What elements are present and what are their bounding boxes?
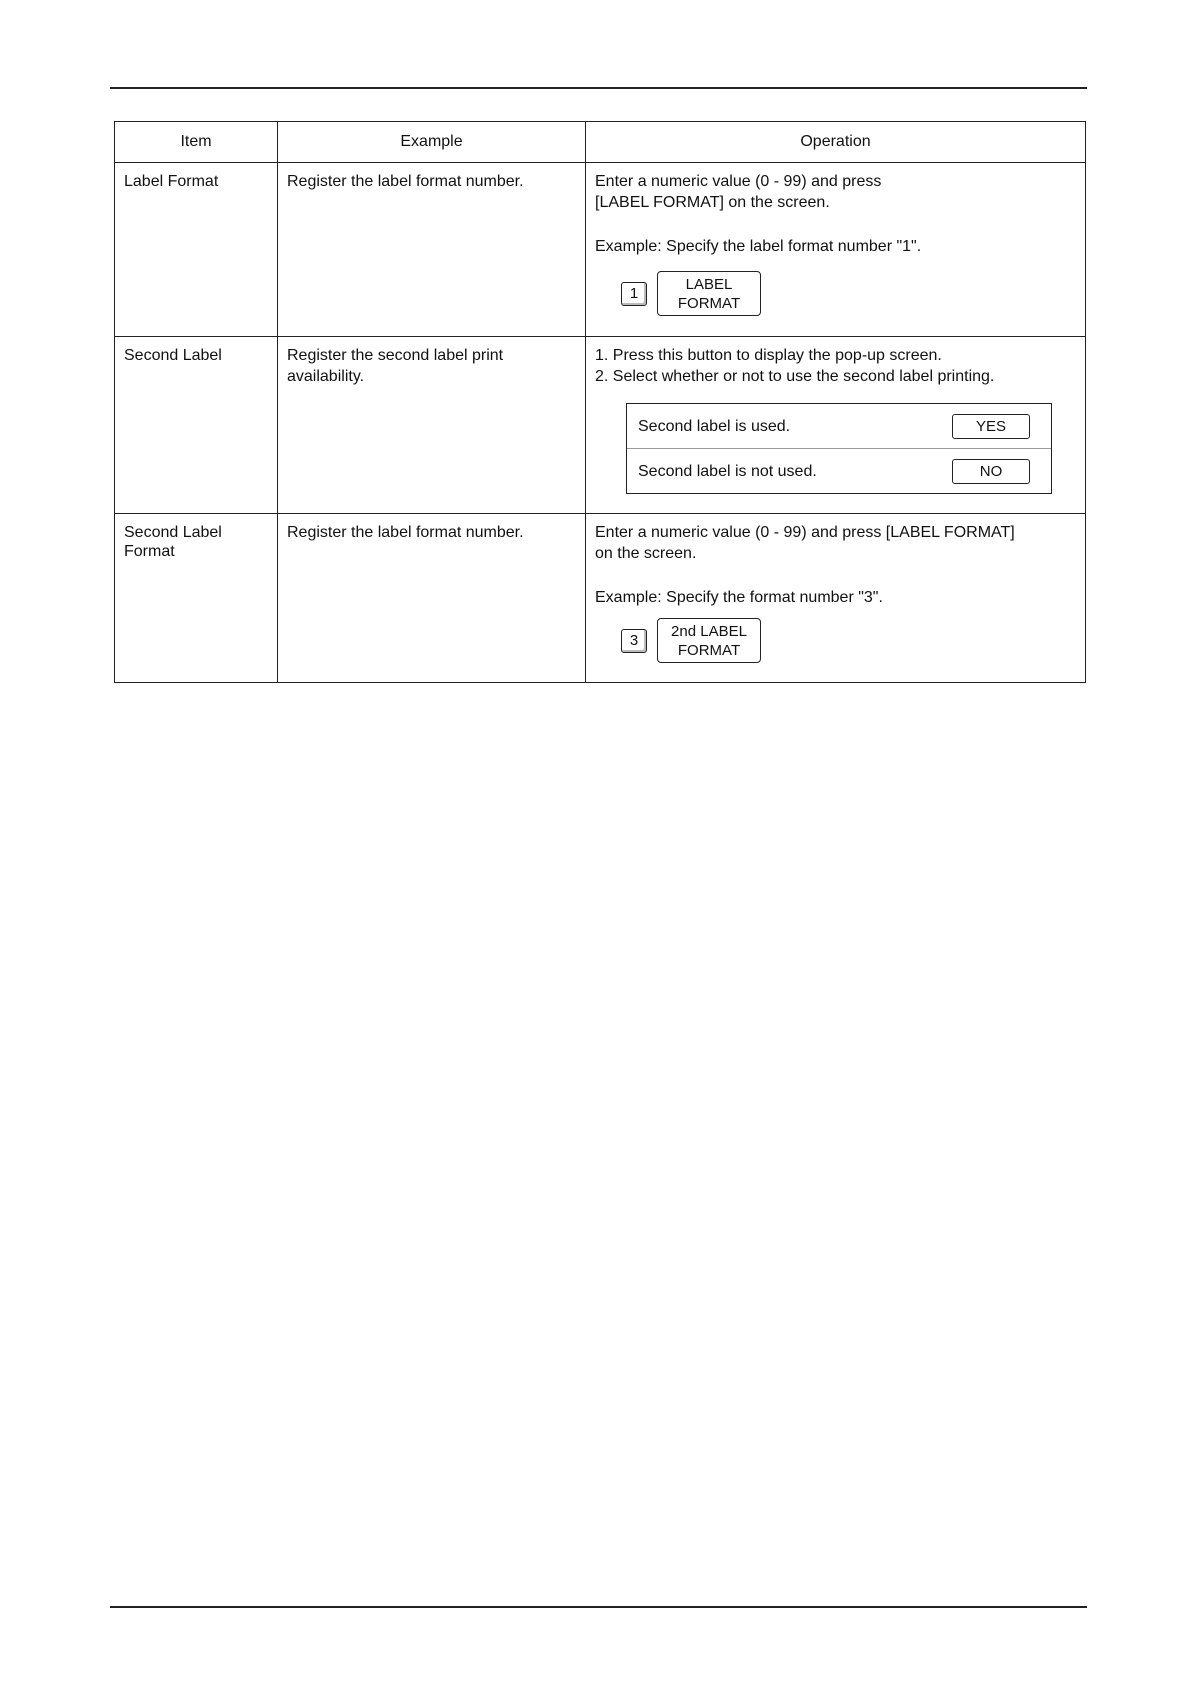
operation-cell — [586, 163, 1086, 337]
item-cell: Label Format — [115, 163, 278, 337]
item-text: Format — [124, 543, 175, 560]
yes-button[interactable]: YES — [952, 414, 1030, 439]
header-example: Example — [278, 122, 586, 163]
example-cell: Register the label format number. — [278, 514, 586, 683]
header-rule — [110, 87, 1087, 89]
example-text: availability. — [287, 368, 365, 385]
example-text: Register the second label print — [287, 347, 504, 364]
popup-option-not-used — [627, 448, 1051, 493]
operation-text: Enter a numeric value (0 - 99) and press [LABEL FORMAT] — [595, 524, 1015, 541]
step-2-text: 2. Select whether or not to use the second label printing. — [595, 368, 995, 385]
header-operation: Operation — [586, 122, 1086, 163]
operation-text: Enter a numeric value (0 - 99) and press — [595, 173, 882, 190]
no-button[interactable]: NO — [952, 459, 1030, 484]
header-item: Item — [115, 122, 278, 163]
example-text: Example: Specify the label format number "1". — [595, 238, 922, 255]
operation-text: on the screen. — [595, 545, 697, 562]
table-row — [115, 337, 1086, 514]
step-1-text: 1. Press this button to display the pop-up screen. — [595, 347, 942, 364]
button-label: 2nd LABEL — [671, 622, 747, 640]
second-label-popup — [626, 403, 1052, 494]
label-format-button[interactable] — [657, 271, 761, 316]
key-sequence — [621, 618, 1076, 663]
table-row — [115, 514, 1086, 683]
key-sequence — [621, 271, 1076, 316]
example-cell — [278, 337, 586, 514]
numeric-key-3[interactable]: 3 — [621, 629, 647, 653]
operation-cell — [586, 514, 1086, 683]
item-cell: Second Label — [115, 337, 278, 514]
button-label: LABEL — [685, 275, 733, 293]
settings-table — [114, 121, 1086, 683]
operation-text: [LABEL FORMAT] on the screen. — [595, 194, 830, 211]
table-row — [115, 163, 1086, 337]
example-text: Example: Specify the format number "3". — [595, 589, 883, 606]
item-text: Second Label — [124, 524, 222, 541]
example-cell: Register the label format number. — [278, 163, 586, 337]
footer-rule — [110, 1606, 1087, 1608]
numeric-key-1[interactable]: 1 — [621, 282, 647, 306]
table-header-row — [115, 122, 1086, 163]
popup-option-used — [627, 404, 1051, 448]
button-label: FORMAT — [677, 641, 741, 659]
item-cell — [115, 514, 278, 683]
option-label: Second label is used. — [638, 417, 791, 435]
operation-cell — [586, 337, 1086, 514]
button-label: FORMAT — [677, 294, 741, 312]
option-label: Second label is not used. — [638, 462, 817, 480]
second-label-format-button[interactable] — [657, 618, 761, 663]
